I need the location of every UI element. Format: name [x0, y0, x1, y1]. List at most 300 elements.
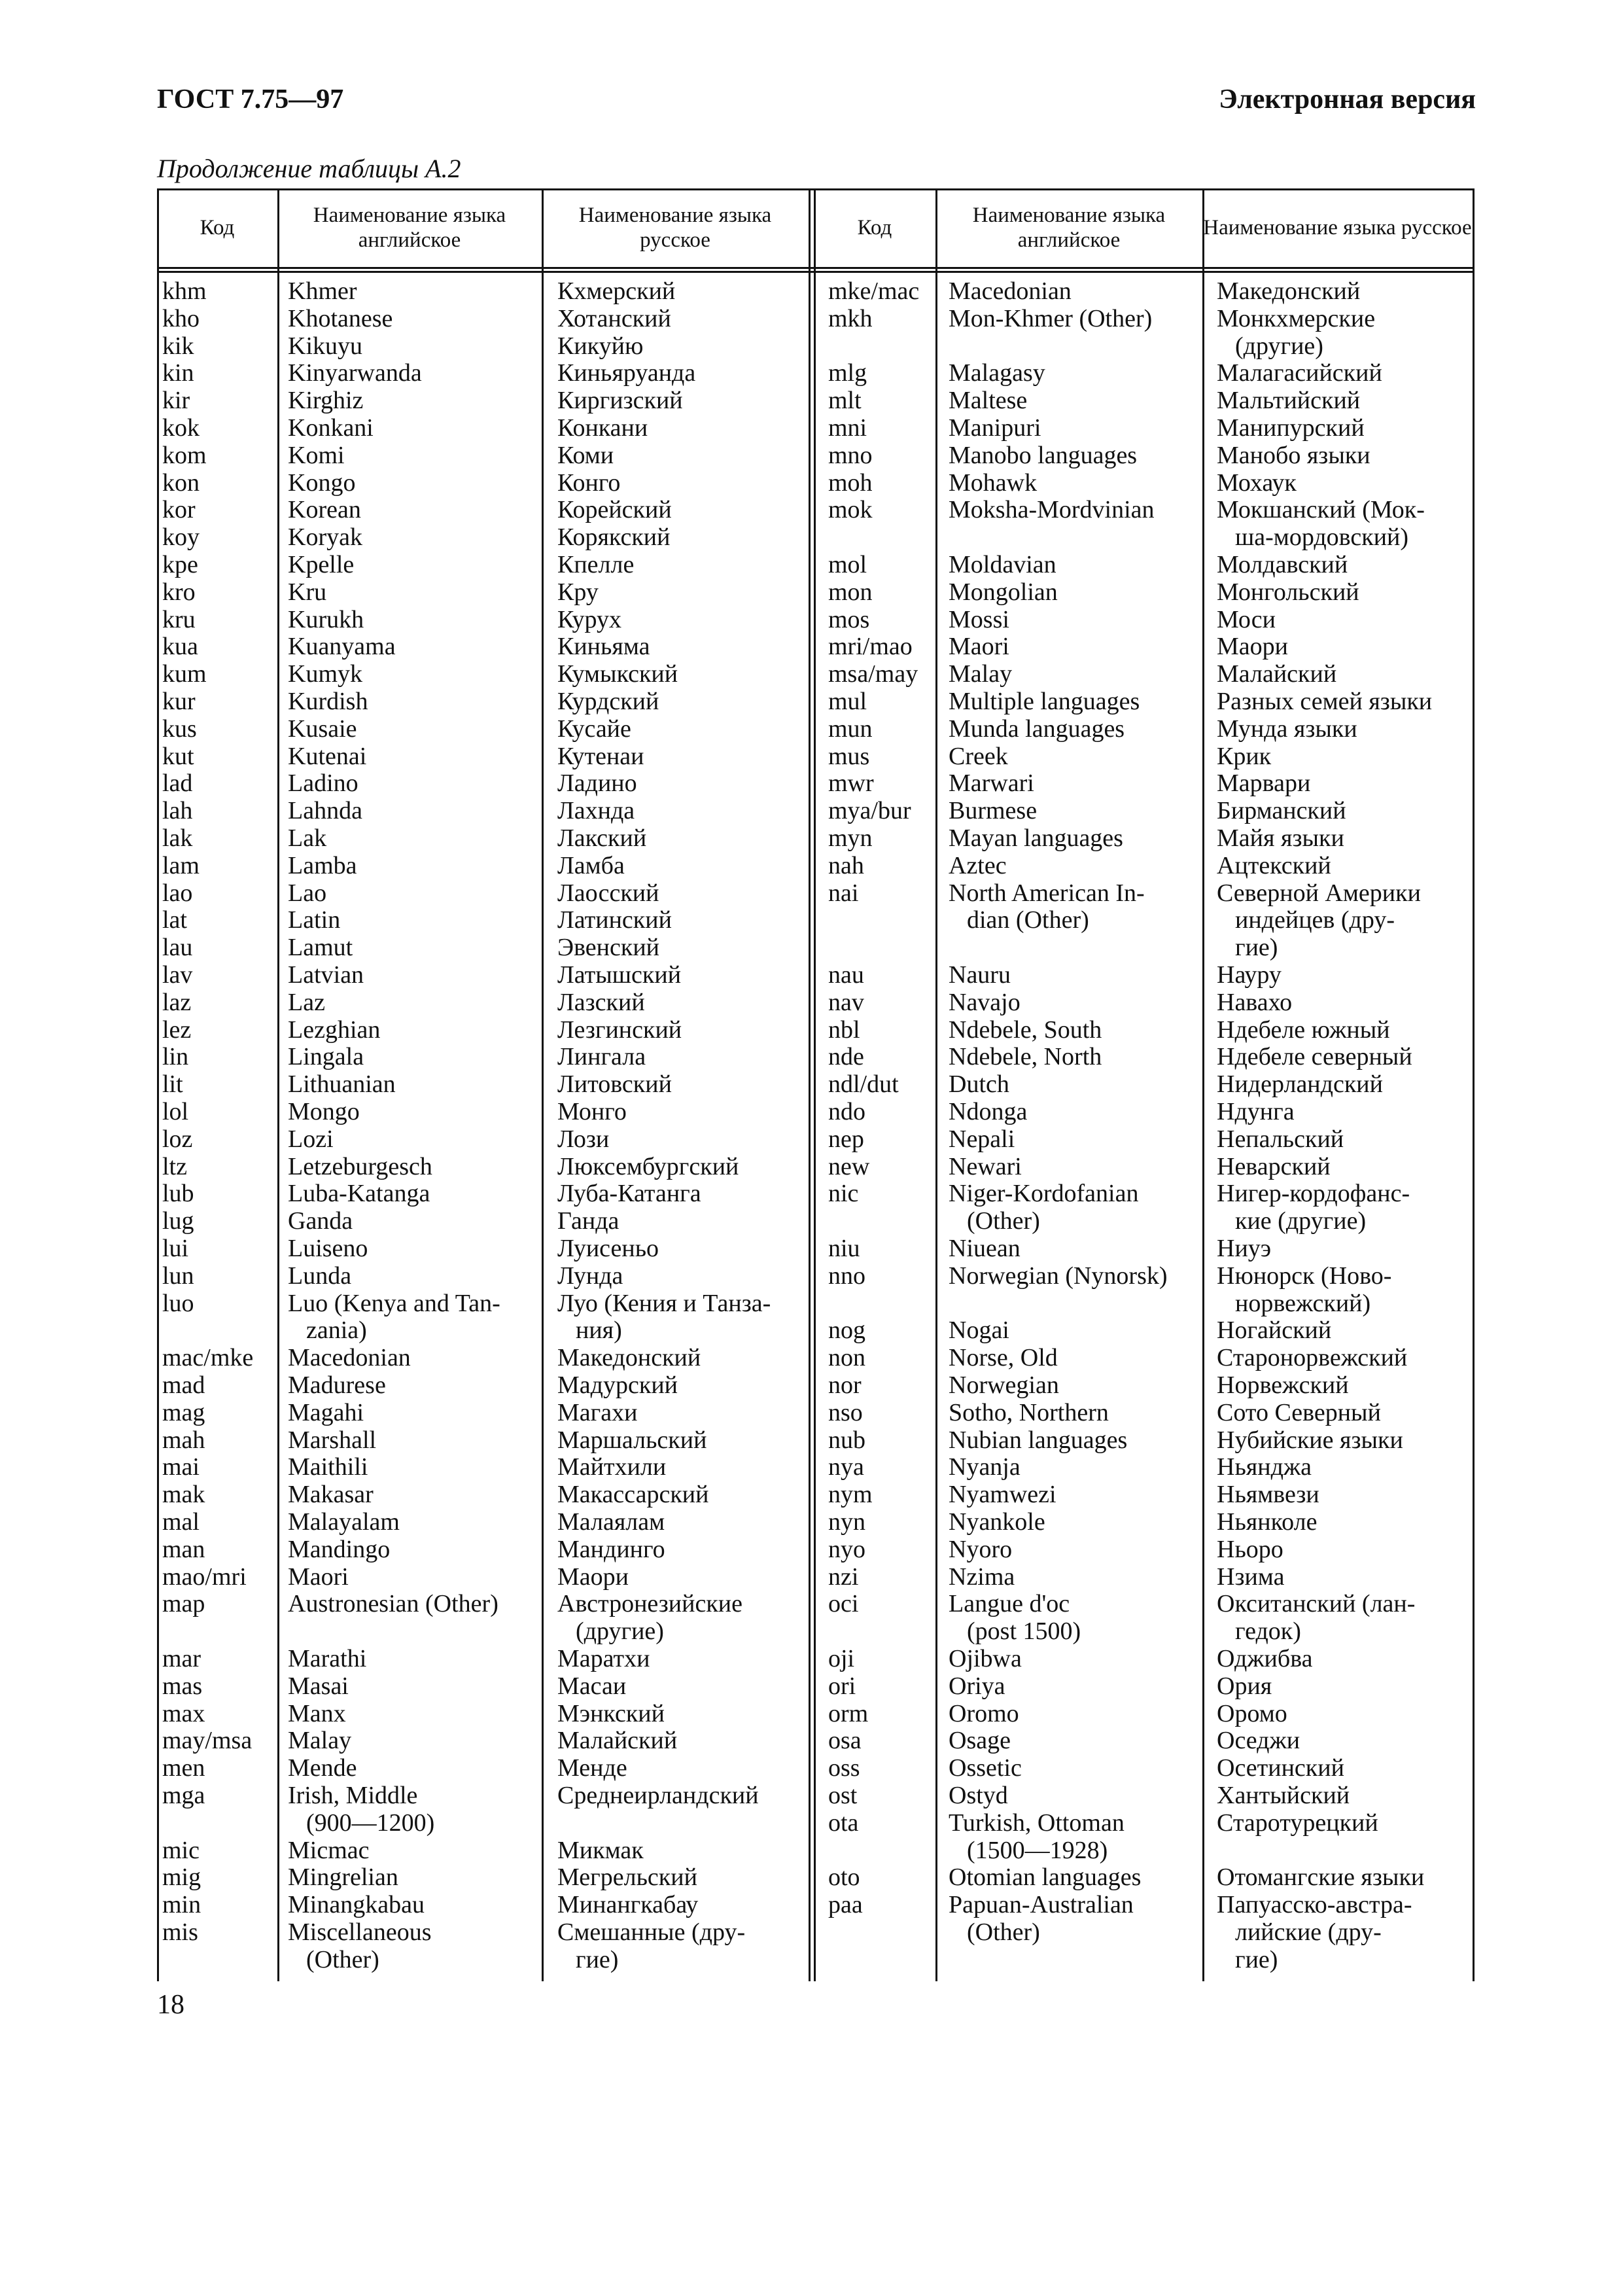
document-code: ГОСТ 7.75—97 [157, 84, 344, 115]
russian-name-cell: Австронезийские [557, 1590, 742, 1618]
code-cell: lak [162, 824, 193, 852]
english-name-cell: Malay [288, 1727, 352, 1755]
english-name-cell: Langue d'oc [949, 1590, 1070, 1618]
english-name-cell: Mohawk [949, 468, 1038, 497]
header-russian-name-right: Наименование языка русское [1203, 216, 1472, 239]
english-name-cell: Komi [288, 441, 345, 469]
russian-name-cell: Луба-Катанга [557, 1180, 701, 1208]
english-name-cell: (Other) [967, 1918, 1040, 1946]
russian-name-cell: Кхмерский [557, 277, 676, 305]
code-cell: mus [828, 742, 870, 770]
english-name-cell: Mayan languages [949, 824, 1123, 852]
english-name-cell: Ndonga [949, 1098, 1028, 1125]
russian-name-cell: Маратхи [557, 1645, 650, 1672]
code-cell: lin [162, 1043, 189, 1071]
english-name-cell: Niger-Kordofanian [949, 1180, 1139, 1208]
code-cell: mga [162, 1782, 205, 1809]
english-name-cell: Nyoro [949, 1535, 1013, 1563]
english-name-cell: Kurukh [288, 605, 364, 633]
code-cell: kur [162, 688, 196, 715]
russian-name-cell: Непальский [1217, 1125, 1344, 1153]
code-cell: mul [828, 688, 867, 715]
code-cell: msa/may [828, 660, 918, 688]
english-name-cell: Letzeburgesch [288, 1152, 432, 1180]
english-name-cell: Multiple languages [949, 688, 1140, 715]
code-cell: non [828, 1344, 865, 1372]
english-name-cell: Mossi [949, 605, 1009, 633]
code-cell: nav [828, 988, 864, 1016]
table-row-right [157, 1207, 1475, 1235]
russian-name-cell: гие) [1235, 934, 1278, 962]
code-cell: lun [162, 1262, 194, 1290]
table-row-right [157, 469, 1475, 497]
table-row-right [157, 1700, 1475, 1727]
english-name-cell: Austronesian (Other) [288, 1590, 498, 1618]
russian-name-cell: Литовский [557, 1070, 672, 1099]
english-name-cell: Maltese [949, 387, 1028, 415]
english-name-cell: Khotanese [288, 304, 393, 332]
code-cell: kus [162, 715, 197, 743]
table-row-right [157, 1399, 1475, 1426]
russian-name-cell: Манипурский [1217, 414, 1365, 442]
table-row-right [157, 1371, 1475, 1399]
table-row-right [157, 1918, 1475, 1946]
english-name-cell: Maori [949, 633, 1009, 661]
table-row-right [157, 852, 1475, 879]
table-caption: Продолжение таблицы А.2 [157, 154, 461, 183]
code-cell: mok [828, 496, 873, 524]
russian-name-cell: Лазский [557, 988, 645, 1016]
table-row-right [157, 1617, 1475, 1645]
code-cell: lit [162, 1070, 183, 1099]
table-row-right [157, 769, 1475, 797]
table-row-right [157, 1809, 1475, 1837]
english-name-cell: Ndebele, South [949, 1016, 1102, 1044]
english-name-cell: Lingala [288, 1043, 364, 1071]
english-name-cell: Micmac [288, 1836, 370, 1864]
english-name-cell: Mingrelian [288, 1863, 398, 1892]
english-name-cell: Lithuanian [288, 1070, 396, 1099]
code-cell: paa [828, 1891, 863, 1919]
english-name-cell: (1500—1928) [967, 1836, 1108, 1864]
code-cell: ndo [828, 1098, 865, 1125]
russian-name-cell: Лахнда [557, 797, 635, 825]
code-cell: lui [162, 1235, 189, 1262]
english-name-cell: Makasar [288, 1481, 374, 1509]
russian-name-cell: Латинский [557, 906, 672, 934]
russian-name-cell: Оджибва [1217, 1645, 1313, 1672]
english-name-cell: Mende [288, 1754, 357, 1782]
english-name-cell: Navajo [949, 988, 1021, 1016]
russian-name-cell: Среднеирландский [557, 1782, 759, 1809]
russian-name-cell: ша-мордовский) [1235, 523, 1409, 552]
russian-name-cell: Старотурецкий [1217, 1809, 1378, 1837]
english-name-cell: (Other) [967, 1207, 1040, 1235]
russian-name-cell: Осетинский [1217, 1754, 1344, 1782]
russian-name-cell: гие) [576, 1945, 619, 1973]
english-name-cell: Latvian [288, 961, 364, 989]
code-cell: nno [828, 1262, 865, 1290]
table-row-right [157, 1563, 1475, 1591]
russian-name-cell: Мадурский [557, 1371, 678, 1399]
code-cell: kir [162, 387, 190, 415]
code-cell: mun [828, 715, 873, 743]
table-row-right [157, 1727, 1475, 1754]
table-row-right [157, 578, 1475, 606]
english-name-cell: Khmer [288, 277, 357, 305]
table-row-right [157, 1453, 1475, 1481]
table-row-right [157, 633, 1475, 660]
english-name-cell: Burmese [949, 797, 1038, 825]
code-cell: mad [162, 1371, 205, 1399]
code-cell: kpe [162, 551, 198, 578]
code-cell: nic [828, 1180, 859, 1208]
header-divider-double [157, 271, 1475, 273]
code-cell: mni [828, 414, 867, 442]
table-row-right [157, 1863, 1475, 1891]
code-cell: nub [828, 1426, 865, 1454]
english-name-cell: Luba-Katanga [288, 1180, 430, 1208]
code-cell: oss [828, 1754, 860, 1782]
table-row-right [157, 1536, 1475, 1563]
russian-name-cell: Сото Северный [1217, 1398, 1381, 1426]
code-cell: khm [162, 277, 207, 305]
russian-name-cell: Люксембургский [557, 1152, 739, 1180]
russian-name-cell: Мунда языки [1217, 715, 1357, 743]
english-name-cell: Macedonian [288, 1344, 411, 1372]
english-name-cell: Manobo languages [949, 441, 1138, 469]
code-cell: mke/mac [828, 277, 920, 305]
code-cell: ota [828, 1809, 859, 1837]
russian-name-cell: Македонский [1217, 277, 1361, 305]
russian-name-cell: Кикуйю [557, 332, 644, 360]
table-row-right [157, 1782, 1475, 1809]
english-name-cell: Lezghian [288, 1016, 381, 1044]
code-cell: lez [162, 1016, 192, 1044]
russian-name-cell: Навахо [1217, 988, 1293, 1016]
code-cell: ori [828, 1672, 856, 1700]
header-english-name-left: Наименование языка английское [313, 203, 506, 252]
russian-name-cell: Микмак [557, 1836, 644, 1864]
english-name-cell: Otomian languages [949, 1863, 1142, 1892]
russian-name-cell: Лингала [557, 1043, 646, 1071]
code-cell: may/msa [162, 1727, 253, 1755]
code-cell: mac/mke [162, 1344, 254, 1372]
english-name-cell: Ossetic [949, 1754, 1022, 1782]
code-cell: nog [828, 1316, 865, 1345]
code-cell: kon [162, 468, 200, 497]
english-name-cell: Mongo [288, 1098, 360, 1125]
table-row-right [157, 989, 1475, 1016]
code-cell: men [162, 1754, 205, 1782]
english-name-cell: Minangkabau [288, 1891, 425, 1919]
russian-name-cell: Нубийские языки [1217, 1426, 1403, 1454]
table-row-right [157, 496, 1475, 523]
table-row-right [157, 1180, 1475, 1207]
code-cell: ltz [162, 1152, 187, 1180]
english-name-cell: Ostyd [949, 1782, 1008, 1809]
russian-name-cell: Лози [557, 1125, 610, 1153]
russian-name-cell: Лаосский [557, 879, 659, 907]
table-row-right [157, 1153, 1475, 1180]
table-row-right [157, 1016, 1475, 1044]
english-name-cell: Kurdish [288, 688, 368, 715]
table-row-right [157, 1645, 1475, 1672]
russian-name-cell: Моси [1217, 605, 1276, 633]
russian-name-cell: Мохаук [1217, 468, 1297, 497]
table-row-right [157, 387, 1475, 414]
english-name-cell: Nzima [949, 1563, 1015, 1591]
table-row-right [157, 1754, 1475, 1782]
english-name-cell: (post 1500) [967, 1617, 1081, 1646]
russian-name-cell: индейцев (дру- [1235, 906, 1395, 934]
code-cell: lat [162, 906, 187, 934]
code-cell: kut [162, 742, 194, 770]
russian-name-cell: Ньянджа [1217, 1453, 1312, 1481]
english-name-cell: Marathi [288, 1645, 367, 1672]
english-name-cell: Lamba [288, 851, 357, 879]
english-name-cell: North American In- [949, 879, 1145, 907]
english-name-cell: dian (Other) [967, 906, 1089, 934]
english-name-cell: Manipuri [949, 414, 1041, 442]
code-cell: kik [162, 332, 194, 360]
russian-name-cell: Ория [1217, 1672, 1272, 1700]
code-cell: mag [162, 1398, 205, 1426]
russian-name-cell: Майя языки [1217, 824, 1344, 852]
russian-name-cell: Киньяма [557, 633, 650, 661]
russian-name-cell: Мегрельский [557, 1863, 697, 1892]
code-cell: lad [162, 769, 193, 798]
russian-name-cell: Малайский [1217, 660, 1337, 688]
table-row-right [157, 1316, 1475, 1344]
russian-name-cell: Нюнорск (Ново- [1217, 1262, 1392, 1290]
code-cell: niu [828, 1235, 860, 1262]
english-name-cell: Newari [949, 1152, 1022, 1180]
code-cell: kum [162, 660, 207, 688]
code-cell: nde [828, 1043, 864, 1071]
english-name-cell: Moldavian [949, 551, 1056, 578]
code-cell: laz [162, 988, 192, 1016]
russian-name-cell: (другие) [1235, 332, 1323, 360]
code-cell: nbl [828, 1016, 860, 1044]
russian-name-cell: Ндебеле северный [1217, 1043, 1412, 1071]
english-name-cell: Lahnda [288, 797, 362, 825]
table-row-right [157, 277, 1475, 305]
russian-name-cell: Киргизский [557, 387, 683, 415]
table-row-right [157, 1070, 1475, 1098]
russian-name-cell: Ацтекский [1217, 851, 1331, 879]
english-name-cell: Oriya [949, 1672, 1005, 1700]
table-row-right [157, 1344, 1475, 1371]
english-name-cell: Kpelle [288, 551, 355, 578]
english-name-cell: Sotho, Northern [949, 1398, 1109, 1426]
english-name-cell: Nauru [949, 961, 1011, 989]
code-cell: lau [162, 934, 193, 962]
english-name-cell: (900—1200) [306, 1809, 435, 1837]
english-name-cell: Niuean [949, 1235, 1021, 1262]
code-cell: kho [162, 304, 200, 332]
russian-name-cell: Ламба [557, 851, 625, 879]
english-name-cell: Madurese [288, 1371, 386, 1399]
english-name-cell: Kutenai [288, 742, 367, 770]
code-cell: mis [162, 1918, 198, 1946]
english-name-cell: Kumyk [288, 660, 362, 688]
code-cell: loz [162, 1125, 193, 1153]
russian-name-cell: Ладино [557, 769, 637, 798]
english-name-cell: Turkish, Ottoman [949, 1809, 1125, 1837]
table-row-right [157, 332, 1475, 360]
code-cell: lah [162, 797, 193, 825]
code-cell: nor [828, 1371, 862, 1399]
english-name-cell: Nyamwezi [949, 1481, 1056, 1509]
english-name-cell: Ladino [288, 769, 358, 798]
code-cell: nep [828, 1125, 864, 1153]
russian-name-cell: Кпелле [557, 551, 635, 578]
code-cell: mol [828, 551, 867, 578]
russian-name-cell: Мандинго [557, 1535, 665, 1563]
english-name-cell: Mandingo [288, 1535, 391, 1563]
code-cell: oto [828, 1863, 860, 1892]
russian-name-cell: Хантыйский [1217, 1782, 1350, 1809]
code-cell: oji [828, 1645, 855, 1672]
english-name-cell: Irish, Middle [288, 1782, 418, 1809]
russian-name-cell: ния) [576, 1316, 622, 1345]
code-cell: mig [162, 1863, 201, 1892]
english-name-cell: Ndebele, North [949, 1043, 1102, 1071]
english-name-cell: Konkani [288, 414, 374, 442]
russian-name-cell: Мэнкский [557, 1699, 665, 1727]
code-cell: lav [162, 961, 193, 989]
russian-name-cell: Молдавский [1217, 551, 1348, 578]
code-cell: nyn [828, 1508, 865, 1536]
code-cell: moh [828, 468, 873, 497]
english-name-cell: Oromo [949, 1699, 1019, 1727]
english-name-cell: Kusaie [288, 715, 357, 743]
table-row-right [157, 1426, 1475, 1454]
page-number: 18 [157, 1990, 184, 2020]
code-cell: max [162, 1699, 205, 1727]
english-name-cell: Manx [288, 1699, 346, 1727]
table-row-right [157, 442, 1475, 469]
code-cell: mak [162, 1481, 205, 1509]
russian-name-cell: Нзима [1217, 1563, 1285, 1591]
table-row-right [157, 1235, 1475, 1262]
english-name-cell: Kirghiz [288, 387, 364, 415]
code-cell: nai [828, 879, 859, 907]
russian-name-cell: Оромо [1217, 1699, 1287, 1727]
header-russian-name-left: Наименование языка русское [578, 203, 772, 252]
russian-name-cell: (другие) [576, 1617, 664, 1646]
table-row-right [157, 1837, 1475, 1864]
russian-name-cell: Маори [1217, 633, 1288, 661]
english-name-cell: Aztec [949, 851, 1007, 879]
russian-name-cell: Ногайский [1217, 1316, 1332, 1345]
code-cell: lub [162, 1180, 194, 1208]
code-cell: luo [162, 1289, 194, 1317]
russian-name-cell: Ньямвези [1217, 1481, 1319, 1509]
english-name-cell: Nyanja [949, 1453, 1021, 1481]
code-cell: mya/bur [828, 797, 911, 825]
code-cell: nya [828, 1453, 864, 1481]
english-name-cell: Luiseno [288, 1235, 368, 1262]
code-cell: kok [162, 414, 200, 442]
russian-name-cell: лийские (дру- [1235, 1918, 1382, 1946]
english-name-cell: Kru [288, 578, 327, 606]
table-row-right [157, 1891, 1475, 1918]
russian-name-cell: Эвенский [557, 934, 660, 962]
english-name-cell: Marshall [288, 1426, 377, 1454]
table-row-right [157, 961, 1475, 989]
code-cell: osa [828, 1727, 862, 1755]
english-name-cell: Luo (Kenya and Tan- [288, 1289, 500, 1317]
english-name-cell: Laz [288, 988, 325, 1016]
russian-name-cell: Крик [1217, 742, 1272, 770]
table-row-right [157, 1508, 1475, 1536]
code-cell: mon [828, 578, 873, 606]
code-cell: lam [162, 851, 200, 879]
english-name-cell: Munda languages [949, 715, 1125, 743]
russian-name-cell: Папуасско-австра- [1217, 1891, 1412, 1919]
russian-name-cell: Менде [557, 1754, 627, 1782]
english-name-cell: Lamut [288, 934, 353, 962]
russian-name-cell: Кумыкский [557, 660, 678, 688]
russian-name-cell: Мокшанский (Мок- [1217, 496, 1425, 524]
russian-name-cell: Латышский [557, 961, 682, 989]
language-code-table [157, 188, 1475, 1981]
english-name-cell: Lozi [288, 1125, 334, 1153]
english-name-cell: Papuan-Australian [949, 1891, 1134, 1919]
english-name-cell: Norse, Old [949, 1344, 1058, 1372]
header-code-left: Код [200, 216, 235, 239]
table-row-right [157, 1946, 1475, 1973]
russian-name-cell: Луисеньо [557, 1235, 659, 1262]
english-name-cell: Mongolian [949, 578, 1058, 606]
russian-name-cell: Магахи [557, 1398, 638, 1426]
russian-name-cell: Норвежский [1217, 1371, 1349, 1399]
code-cell: min [162, 1891, 201, 1919]
russian-name-cell: Окситанский (лан- [1217, 1590, 1416, 1618]
english-name-cell: Kikuyu [288, 332, 362, 360]
header-code-right: Код [857, 216, 892, 239]
code-cell: mwr [828, 769, 874, 798]
russian-name-cell: гие) [1235, 1945, 1278, 1973]
code-cell: mno [828, 441, 873, 469]
english-name-cell: Kinyarwanda [288, 359, 422, 387]
code-cell: nau [828, 961, 864, 989]
russian-name-cell: Монгольский [1217, 578, 1359, 606]
russian-name-cell: Корякский [557, 523, 671, 552]
english-name-cell: Malagasy [949, 359, 1045, 387]
english-name-cell: Kongo [288, 468, 356, 497]
english-name-cell: Mon-Khmer (Other) [949, 304, 1153, 332]
table-row-right [157, 305, 1475, 332]
english-name-cell: Kuanyama [288, 633, 396, 661]
header-divider [157, 267, 1475, 269]
code-cell: nym [828, 1481, 873, 1509]
russian-name-cell: Коми [557, 441, 614, 469]
code-cell: lol [162, 1098, 189, 1125]
russian-name-cell: Мальтийский [1217, 387, 1361, 415]
english-name-cell: Lunda [288, 1262, 352, 1290]
english-name-cell: (Other) [306, 1945, 379, 1973]
table-row-right [157, 688, 1475, 715]
russian-name-cell: Северной Америки [1217, 879, 1421, 907]
english-name-cell: Magahi [288, 1398, 364, 1426]
russian-name-cell: Хотанский [557, 304, 671, 332]
russian-name-cell: Корейский [557, 496, 672, 524]
russian-name-cell: Манобо языки [1217, 441, 1370, 469]
russian-name-cell: гедок) [1235, 1617, 1301, 1646]
